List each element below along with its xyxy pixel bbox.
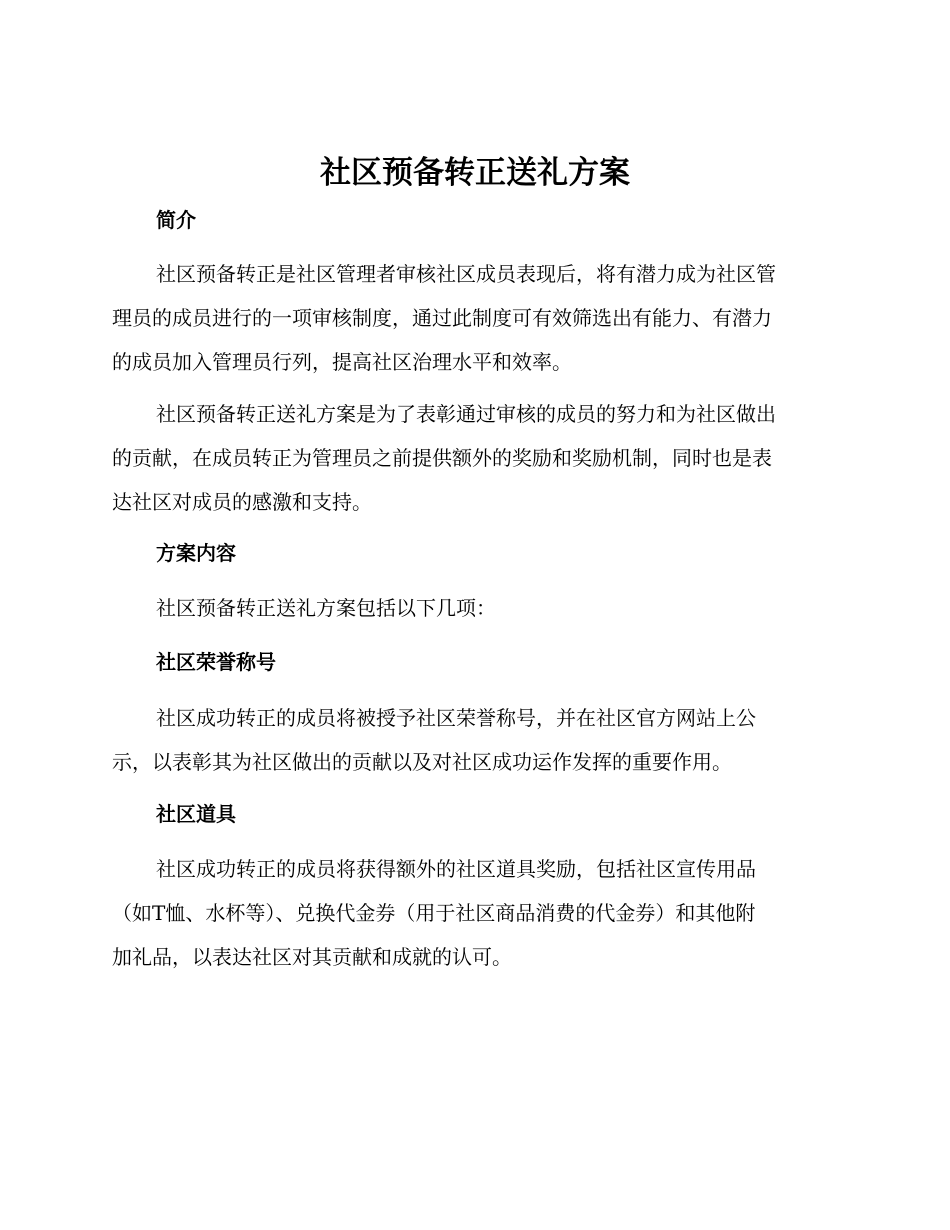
paragraph-line: 社区预备转正送礼方案是为了表彰通过审核的成员的努力和为社区做出 (156, 402, 776, 426)
section-heading-plan-content: 方案内容 (156, 541, 236, 565)
honor-title-paragraph (112, 696, 832, 784)
paragraph-line: 的贡献，在成员转正为管理员之前提供额外的奖励和奖励机制，同时也是表 (112, 446, 772, 470)
plan-content-paragraph (112, 586, 832, 630)
community-props-paragraph (112, 847, 832, 979)
paragraph-line: 的成员加入管理员行列，提高社区治理水平和效率。 (112, 350, 572, 374)
section-heading-community-props: 社区道具 (156, 802, 236, 826)
paragraph-line: 社区预备转正是社区管理者审核社区成员表现后，将有潜力成为社区管 (156, 262, 776, 286)
paragraph-line: 社区成功转正的成员将被授予社区荣誉称号，并在社区官方网站上公 (156, 706, 756, 730)
document-title: 社区预备转正送礼方案 (320, 155, 630, 191)
section-heading-honor-title: 社区荣誉称号 (156, 650, 276, 674)
intro-paragraph-1 (112, 252, 832, 384)
paragraph-line: 理员的成员进行的一项审核制度，通过此制度可有效筛选出有能力、有潜力 (112, 306, 772, 330)
paragraph-line: 加礼品，以表达社区对其贡献和成就的认可。 (112, 945, 512, 969)
paragraph-line: 示，以表彰其为社区做出的贡献以及对社区成功运作发挥的重要作用。 (112, 750, 732, 774)
section-heading-intro: 简介 (156, 208, 196, 232)
paragraph-line: 达社区对成员的感激和支持。 (112, 490, 372, 514)
paragraph-line: （如T恤、水杯等）、兑换代金券（用于社区商品消费的代金券）和其他附 (112, 901, 756, 925)
paragraph-line: 社区预备转正送礼方案包括以下几项： (156, 596, 496, 620)
paragraph-line: 社区成功转正的成员将获得额外的社区道具奖励，包括社区宣传用品 (156, 857, 756, 881)
intro-paragraph-2 (112, 392, 832, 524)
